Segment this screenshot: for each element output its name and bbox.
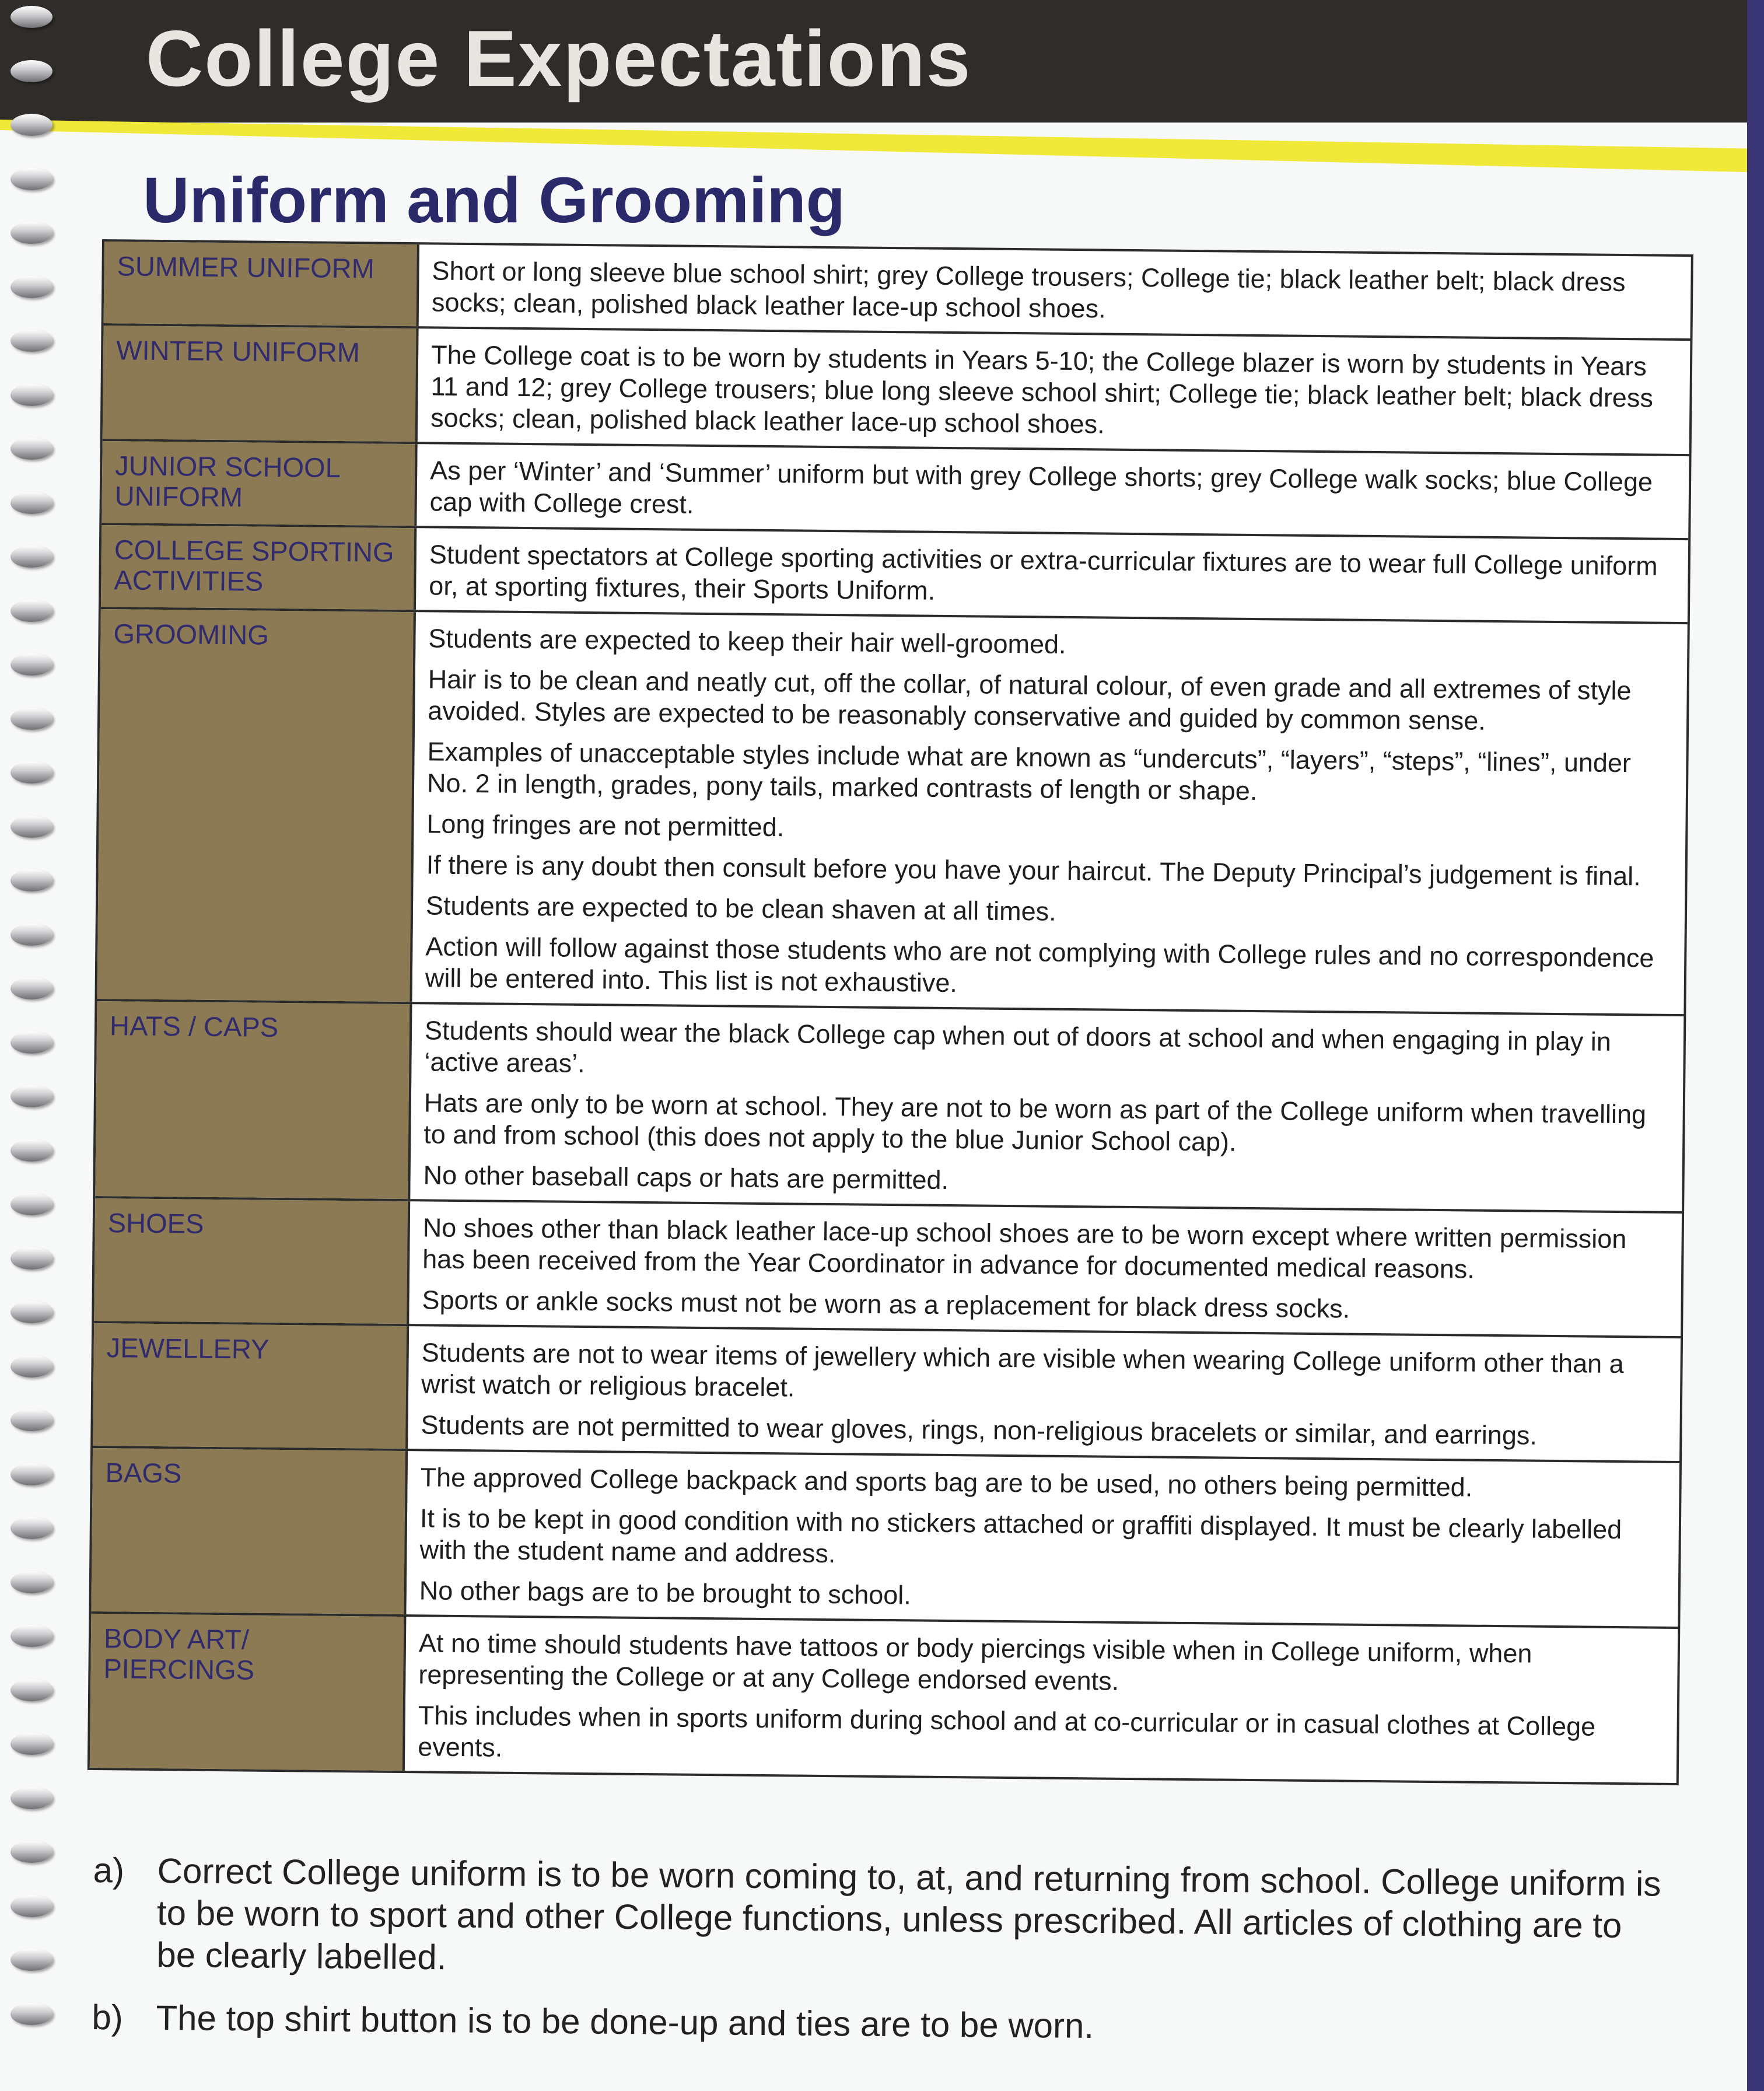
row-category: BAGS — [91, 1448, 408, 1614]
description-paragraph: No other bags are to be brought to school. — [419, 1575, 912, 1610]
binding-ring — [10, 1517, 52, 1539]
description-paragraph: Student spectators at College sporting activities or extra-curricular fixtures are to wear full College uniform or, at sporting fixtures, their Sports Uniform. — [429, 539, 1658, 606]
description-paragraph: Action will follow against those students who are not complying with College rules and no correspondence will be entered into. This list is not exhaustive. — [425, 931, 1654, 998]
row-description — [406, 1451, 1679, 1627]
binding-ring — [10, 708, 52, 730]
binding-ring — [10, 1571, 52, 1593]
table-row — [93, 1321, 1681, 1461]
binding-ring — [10, 1625, 52, 1647]
row-description — [416, 528, 1688, 622]
table-row — [95, 999, 1684, 1211]
row-category: JEWELLERY — [93, 1323, 409, 1449]
table-row — [104, 242, 1691, 338]
row-category: WINTER UNIFORM — [103, 326, 419, 442]
description-paragraph: As per ‘Winter’ and ‘Summer’ uniform but with grey College shorts; grey College walk socks; blue College cap with College crest. — [429, 455, 1653, 519]
description-paragraph: Hats are only to be worn at school. They are not to be worn as part of the College uniform when travelling to and from school (this does not apply to the blue Junior School cap). — [424, 1088, 1647, 1157]
note-text: The top shirt button is to be done-up and ties are to be worn. — [156, 1998, 1094, 2045]
binding-ring — [10, 1355, 52, 1377]
row-description — [419, 244, 1691, 338]
row-description — [408, 1326, 1681, 1461]
description-paragraph: Students are expected to keep their hair well-groomed. — [428, 623, 1066, 659]
binding-ring — [10, 1679, 52, 1701]
row-description — [405, 1617, 1678, 1783]
binding-ring — [10, 1301, 52, 1323]
row-category: SUMMER UNIFORM — [104, 242, 419, 326]
note-item — [92, 1996, 1667, 2052]
binding-ring — [10, 1841, 52, 1863]
note-item — [92, 1849, 1668, 1989]
header-bar — [0, 0, 1747, 123]
description-paragraph: Hair is to be clean and neatly cut, off the collar, of natural colour, of even grade and all extremes of style avoided. Styles are expected to be reasonably conservative and guided by common sense. — [428, 664, 1632, 736]
description-paragraph: Sports or ankle socks must not be worn as a replacement for black dress socks. — [422, 1285, 1350, 1324]
binding-ring — [10, 1895, 52, 1917]
description-paragraph: No other baseball caps or hats are permitted. — [423, 1160, 949, 1195]
binding-ring — [10, 1409, 52, 1431]
binding-ring — [10, 1031, 52, 1054]
row-category: BODY ART/ PIERCINGS — [90, 1614, 407, 1771]
description-paragraph: Students are not to wear items of jewellery which are visible when wearing College uniform other than a wrist watch or religious bracelet. — [421, 1337, 1624, 1403]
binding-ring — [10, 1733, 52, 1755]
binding-ring — [10, 924, 52, 946]
notes-list — [92, 1849, 1668, 2073]
binding-ring — [10, 1463, 52, 1485]
binding-ring — [10, 6, 52, 28]
row-category: GROOMING — [97, 609, 416, 1002]
binding-ring — [10, 816, 52, 838]
binding-ring — [10, 977, 52, 999]
binding-ring — [10, 1139, 52, 1162]
table-row — [97, 607, 1688, 1014]
binding-ring — [10, 384, 52, 406]
row-description — [409, 1201, 1682, 1336]
description-paragraph: Long fringes are not permitted. — [426, 809, 785, 842]
binding-ring — [10, 1247, 52, 1270]
binding-ring — [10, 492, 52, 514]
row-description — [412, 612, 1687, 1014]
header-title: College Expectations — [146, 14, 972, 103]
note-text: Correct College uniform is to be worn coming to, at, and returning from school. College uniform is to be worn to sport and other College functions, unless prescribed. All articles of clothing are to be clearly labelled. — [156, 1851, 1661, 1977]
binding-ring — [10, 222, 52, 244]
row-description — [418, 328, 1690, 454]
binding-ring — [10, 168, 52, 190]
note-marker: b) — [92, 1997, 124, 2037]
binding-ring — [10, 600, 52, 622]
description-paragraph: The College coat is to be worn by students in Years 5-10; the College blazer is worn by students in Years 11 and 12; grey College trousers; blue long sleeve school shirt; College tie; black leather belt; black dress socks; clean, polished black leather lace-up school shoes. — [430, 340, 1654, 439]
description-paragraph: No shoes other than black leather lace-up school shoes are to be worn except where written permission has been received from the Year Coordinator in advance for documented medical reasons. — [422, 1212, 1627, 1284]
row-description — [410, 1004, 1684, 1211]
row-category: COLLEGE SPORTING ACTIVITIES — [101, 525, 416, 610]
row-category: SHOES — [94, 1198, 410, 1324]
table-row — [103, 323, 1690, 454]
table-row — [90, 1611, 1678, 1783]
description-paragraph: The approved College backpack and sports bag are to be used, no others being permitted. — [420, 1462, 1473, 1502]
table-row — [91, 1446, 1679, 1627]
description-paragraph: Students are not permitted to wear gloves, rings, non-religious bracelets or similar, and earrings. — [421, 1410, 1538, 1450]
description-paragraph: Examples of unacceptable styles include what are known as “undercuts”, “layers”, “steps”, “lines”, under No. 2 in length, grades, pony tails, marked contrasts of length or shape. — [426, 736, 1632, 806]
description-paragraph: Short or long sleeve blue school shirt; grey College trousers; College tie; black leather belt; black dress socks; clean, polished black leather lace-up school shoes. — [431, 256, 1626, 324]
binding-ring — [10, 869, 52, 891]
binding-ring — [10, 2003, 52, 2025]
binder-edge — [1747, 0, 1764, 2091]
section-title: Uniform and Grooming — [143, 165, 845, 236]
description-paragraph: Students are expected to be clean shaven at all times. — [425, 890, 1056, 926]
binding-ring — [10, 438, 52, 460]
description-paragraph: Students should wear the black College cap when out of doors at school and when engaging in play in ‘active areas’. — [424, 1015, 1612, 1079]
binding-ring — [10, 330, 52, 352]
binding-ring — [10, 1085, 52, 1107]
binding-ring — [10, 60, 52, 82]
uniform-table — [88, 239, 1693, 1785]
description-paragraph: It is to be kept in good condition with no stickers attached or graffiti displayed. It must be clearly labelled with the student name and address. — [419, 1503, 1622, 1569]
binding-ring — [10, 1787, 52, 1809]
binding-ring — [10, 653, 52, 676]
binding-ring — [10, 1193, 52, 1215]
table-row — [101, 523, 1688, 622]
note-marker: a) — [93, 1851, 125, 1890]
binding-ring — [10, 1949, 52, 1971]
description-paragraph: This includes when in sports uniform during school and at co-curricular or in casual clothes at College events. — [417, 1700, 1596, 1763]
row-category: JUNIOR SCHOOL UNIFORM — [102, 441, 417, 526]
row-description — [416, 444, 1689, 538]
binding-ring — [10, 276, 52, 298]
binding-ring — [10, 761, 52, 784]
description-paragraph: At no time should students have tattoos or body piercings visible when in College uniform, when representing the College or at any College endorsed events. — [418, 1628, 1532, 1696]
binding-ring — [10, 546, 52, 568]
spiral-binding — [0, 0, 64, 2091]
table-row — [94, 1196, 1682, 1336]
row-category: HATS / CAPS — [95, 1001, 412, 1199]
description-paragraph: If there is any doubt then consult before you have your haircut. The Deputy Principal’s judgement is final. — [426, 849, 1641, 891]
binding-ring — [10, 114, 52, 136]
table-row — [102, 439, 1689, 538]
